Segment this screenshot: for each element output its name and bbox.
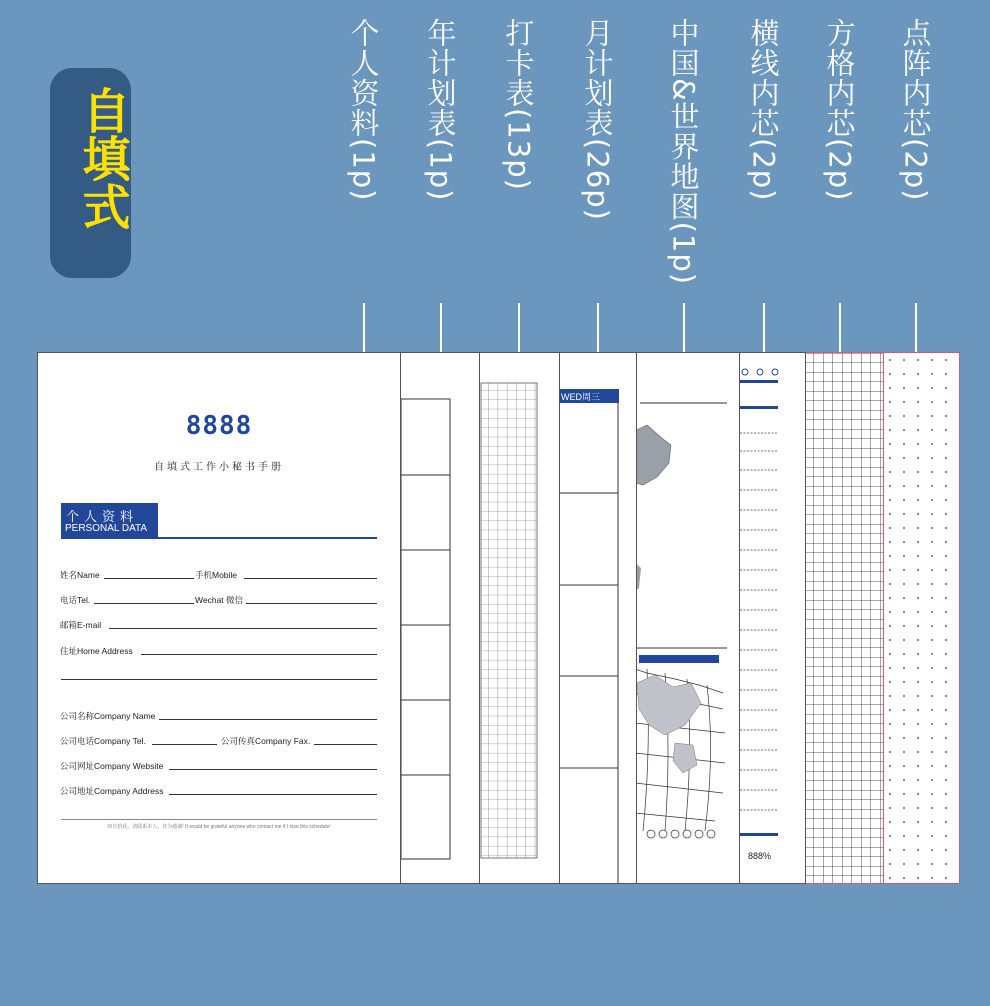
company-name-line[interactable]	[159, 719, 377, 720]
year-plan-grid	[400, 353, 480, 884]
map-illustration	[635, 353, 740, 884]
section-header	[61, 503, 158, 538]
booklet-title: 自填式工作小秘书手册	[154, 462, 284, 473]
mobile-label: 手机Mobile	[195, 570, 238, 580]
month-grid	[559, 353, 637, 884]
tel-label: 电话Tel.	[60, 595, 91, 605]
label-lined: 横线内芯(2p)	[746, 18, 781, 202]
connector-line	[763, 303, 765, 352]
connector-line	[597, 303, 599, 352]
address-line-2[interactable]	[61, 679, 377, 680]
address-line[interactable]	[141, 654, 377, 655]
day-label: WED周三	[561, 392, 600, 402]
company-name-label: 公司名称Company Name	[60, 711, 156, 721]
company-tel-line[interactable]	[152, 744, 217, 745]
personal-info-page	[37, 352, 401, 884]
category-badge	[50, 68, 131, 278]
month-plan-page	[558, 352, 637, 884]
wechat-label: Wechat 微信	[195, 595, 244, 605]
check-in-grid	[479, 353, 560, 884]
connector-line	[683, 303, 685, 352]
check-in-page	[478, 352, 560, 884]
address-label: 住址Home Address	[60, 646, 133, 656]
company-website-label: 公司网址Company Website	[60, 761, 164, 771]
section-rule	[61, 537, 377, 539]
square-grid	[804, 353, 884, 884]
label-dot: 点阵内芯(2p)	[898, 18, 933, 202]
tel-line[interactable]	[94, 603, 194, 604]
label-maps: 中国&世界地图(1p)	[666, 18, 701, 286]
mobile-line[interactable]	[244, 578, 377, 579]
connector-line	[518, 303, 520, 352]
footer-note: 如有拾获，请联系本人，甚为感谢! It would be grateful anyone who contact me if I lose this schedule!	[107, 824, 331, 830]
label-personal-info: 个人资料(1p)	[346, 18, 381, 202]
label-year-plan: 年计划表(1p)	[423, 18, 458, 202]
connector-line	[363, 303, 365, 352]
email-line[interactable]	[109, 628, 377, 629]
company-tel-label: 公司电话Company Tel.	[60, 736, 146, 746]
footer-rule	[61, 819, 377, 820]
company-address-line[interactable]	[169, 794, 377, 795]
lined-content	[738, 353, 806, 884]
wechat-line[interactable]	[246, 603, 377, 604]
connector-line	[440, 303, 442, 352]
percent-label: 888%	[748, 851, 772, 861]
company-address-label: 公司地址Company Address	[60, 786, 164, 796]
email-label: 邮箱E-mail	[60, 620, 102, 630]
year-plan-page	[399, 352, 480, 884]
label-check-in: 打卡表(13p)	[501, 18, 536, 191]
company-fax-line[interactable]	[314, 744, 377, 745]
section-title-cn: 个人资料	[66, 510, 139, 525]
connector-line	[839, 303, 841, 352]
name-line[interactable]	[104, 578, 194, 579]
company-fax-label: 公司传真Company Fax.	[221, 736, 311, 746]
badge-text: 自填式	[74, 86, 130, 230]
connector-line	[915, 303, 917, 352]
map-page	[634, 352, 740, 884]
company-website-line[interactable]	[169, 769, 377, 770]
logo: 8888	[185, 411, 253, 441]
lined-page	[737, 352, 806, 884]
label-month-plan: 月计划表(26p)	[580, 18, 615, 221]
label-grid: 方格内芯(2p)	[822, 18, 857, 202]
dot-grid-page	[882, 352, 960, 884]
dot-grid	[883, 353, 960, 884]
section-title-en: PERSONAL DATA	[65, 523, 148, 534]
name-label: 姓名Name	[60, 570, 100, 580]
square-grid-page	[803, 352, 884, 884]
